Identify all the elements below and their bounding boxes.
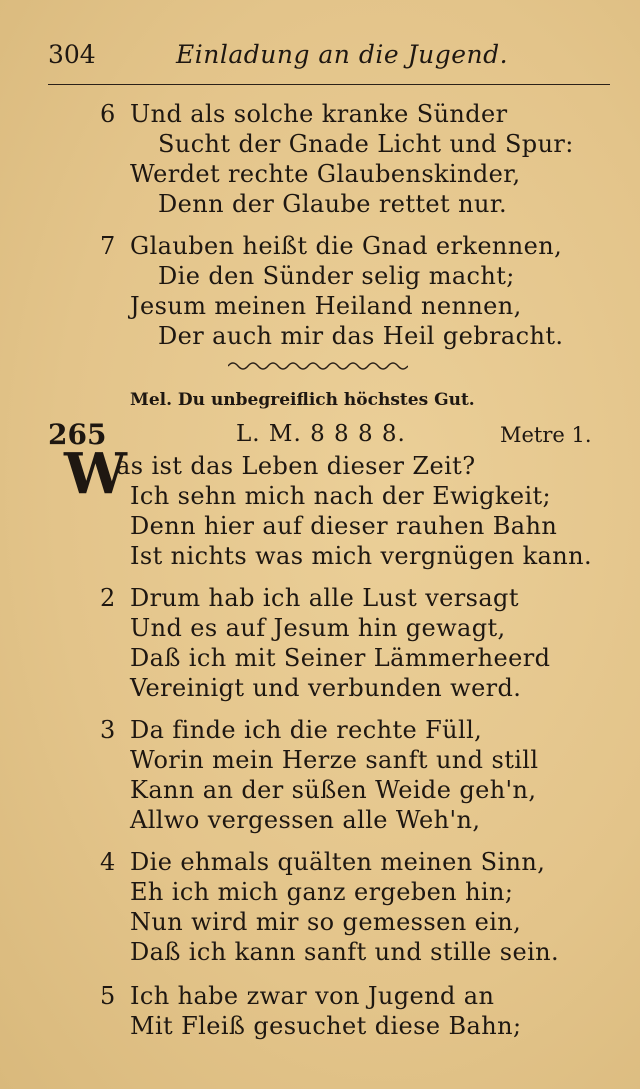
verse-line: Vereinigt und verbunden werd. — [130, 674, 522, 702]
verse-line: Eh ich mich ganz ergeben hin; — [130, 878, 514, 906]
verse-line: Worin mein Herze sanft und still — [130, 746, 539, 774]
stanza-number: 5 — [100, 982, 116, 1010]
stanza-number: 4 — [100, 848, 116, 876]
verse-line: Ich sehn mich nach der Ewigkeit; — [130, 482, 552, 510]
verse-line: Der auch mir das Heil gebracht. — [158, 322, 564, 350]
verse-line: Und als solche kranke Sünder — [130, 100, 508, 128]
wavy-divider-icon — [228, 360, 408, 372]
melody-line: Mel. Du unbegreiflich höchstes Gut. — [130, 390, 475, 410]
stanza-number: 6 — [100, 100, 116, 128]
verse-line: Kann an der süßen Weide geh'n, — [130, 776, 537, 804]
running-title: Einladung an die Jugend. — [176, 40, 509, 69]
verse-line: Jesum meinen Heiland nennen, — [130, 292, 522, 320]
verse-line: Mit Fleiß gesuchet diese Bahn; — [130, 1012, 522, 1040]
meter-code: L. M. 8 8 8 8. — [236, 421, 406, 447]
verse-line: as ist das Leben dieser Zeit? — [116, 452, 476, 480]
verse-line: Die ehmals quälten meinen Sinn, — [130, 848, 546, 876]
verse-line: Denn der Glaube rettet nur. — [158, 190, 508, 218]
verse-line: Denn hier auf dieser rauhen Bahn — [130, 512, 558, 540]
verse-line: Werdet rechte Glaubenskinder, — [130, 160, 521, 188]
verse-line: Allwo vergessen alle Weh'n, — [130, 806, 481, 834]
stanza-number: 3 — [100, 716, 116, 744]
page-header — [48, 40, 608, 80]
verse-line: Ich habe zwar von Jugend an — [130, 982, 495, 1010]
verse-line: Drum hab ich alle Lust versagt — [130, 584, 519, 612]
verse-line: Da finde ich die rechte Füll, — [130, 716, 483, 744]
verse-line: Daß ich kann sanft und stille sein. — [130, 938, 560, 966]
verse-line: Sucht der Gnade Licht und Spur: — [158, 130, 574, 158]
hymn-number: 265 — [48, 418, 107, 451]
verse-line: Und es auf Jesum hin gewagt, — [130, 614, 506, 642]
verse-line: Nun wird mir so gemessen ein, — [130, 908, 522, 936]
drop-cap: W — [64, 441, 127, 507]
verse-line: Glauben heißt die Gnad erkennen, — [130, 232, 563, 260]
metre-label: Metre 1. — [500, 423, 592, 447]
stanza-number: 7 — [100, 232, 116, 260]
header-rule — [48, 84, 610, 85]
verse-line: Die den Sünder selig macht; — [158, 262, 515, 290]
verse-line: Ist nichts was mich vergnügen kann. — [130, 542, 593, 570]
page-number: 304 — [48, 40, 96, 69]
stanza-number: 2 — [100, 584, 116, 612]
verse-line: Daß ich mit Seiner Lämmerheerd — [130, 644, 551, 672]
